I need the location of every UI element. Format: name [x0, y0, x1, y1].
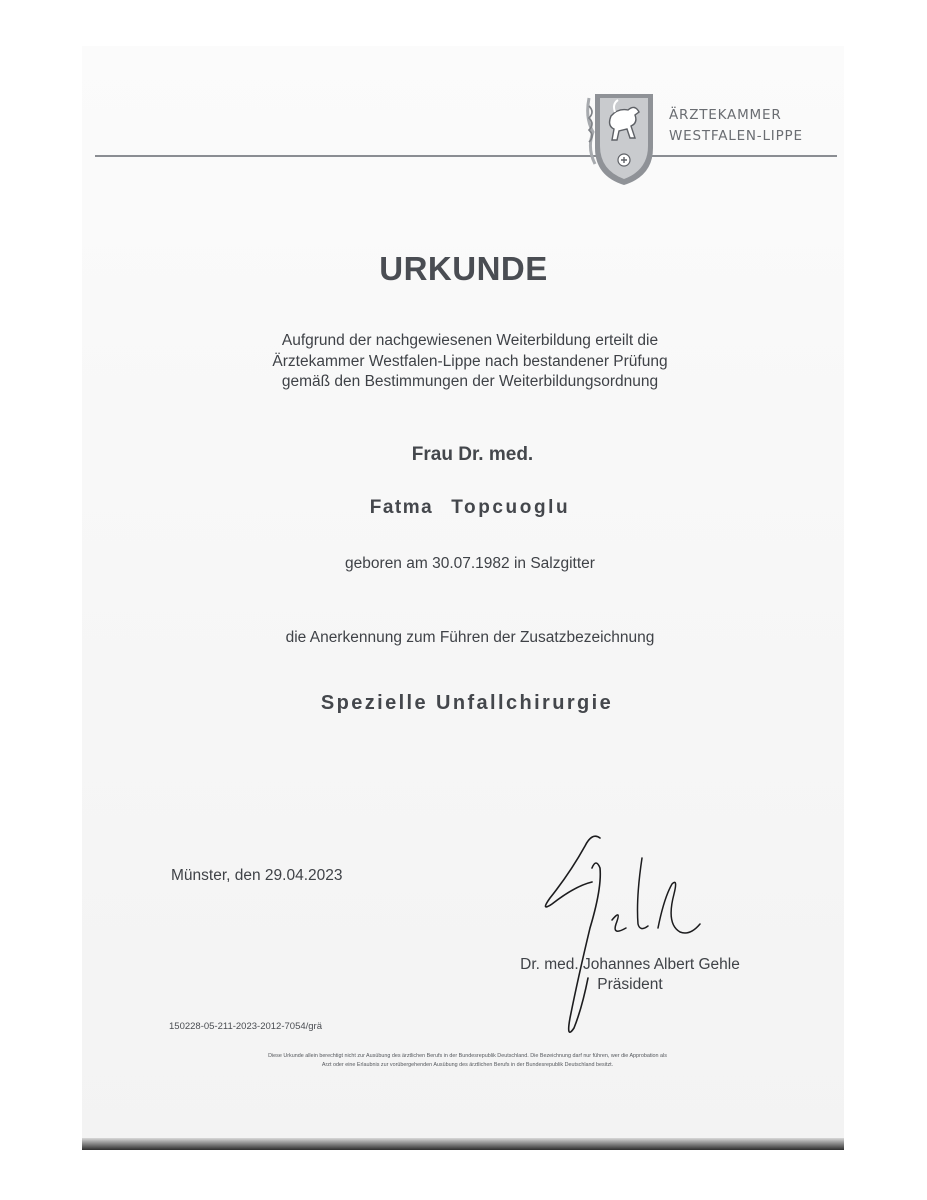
intro-line-3: gemäß den Bestimmungen der Weiterbildungsordnung	[281, 373, 659, 390]
legal-notice-line2: Arzt oder eine Erlaubnis zur vorübergehenden Ausübung des ärztlichen Berufs in der Bundesrepublik Deutschland besitzt.	[321, 1061, 614, 1068]
scan-edge-shadow	[82, 1138, 844, 1150]
signatory-name: Dr. med. Johannes Albert Gehle	[520, 956, 740, 973]
birth-line: geboren am 30.07.1982 in Salzgitter	[345, 555, 595, 572]
signatory-role: Präsident	[597, 976, 663, 993]
first-name: Fatma	[369, 497, 434, 518]
recognition-line: die Anerkennung zum Führen der Zusatzbezeichnung	[285, 629, 655, 646]
intro-line-1: Aufgrund der nachgewiesenen Weiterbildung erteilt die	[281, 332, 659, 349]
header-rule	[95, 155, 837, 157]
recipient-name	[0, 497, 927, 519]
certificate-title: URKUNDE	[379, 250, 548, 287]
salutation: Frau Dr. med.	[411, 444, 534, 465]
chamber-name	[669, 105, 839, 147]
legal-notice	[130, 1052, 805, 1069]
horse-crest-icon	[585, 88, 661, 188]
reference-number: 150228-05-211-2023-2012-7054/grä	[169, 1021, 323, 1032]
place-date: Münster, den 29.04.2023	[171, 867, 343, 884]
intro-line-2: Ärztekammer Westfalen-Lippe nach bestandener Prüfung	[272, 352, 668, 370]
last-name: Topcuoglu	[451, 497, 571, 518]
specialty-title: Spezielle Unfallchirurgie	[320, 692, 614, 714]
legal-notice-line1: Diese Urkunde allein berechtigt nicht zur Ausübung des ärztlichen Berufs in der Bundesrepublik Deutschland. Die Bezeichnung darf nur führen, wer die Approbation als	[268, 1053, 667, 1059]
chamber-name-line1: ÄRZTEKAMMER	[669, 107, 782, 123]
intro-text	[0, 331, 927, 393]
signature-mark	[530, 828, 710, 1043]
chamber-name-line2: WESTFALEN-LIPPE	[669, 128, 803, 144]
